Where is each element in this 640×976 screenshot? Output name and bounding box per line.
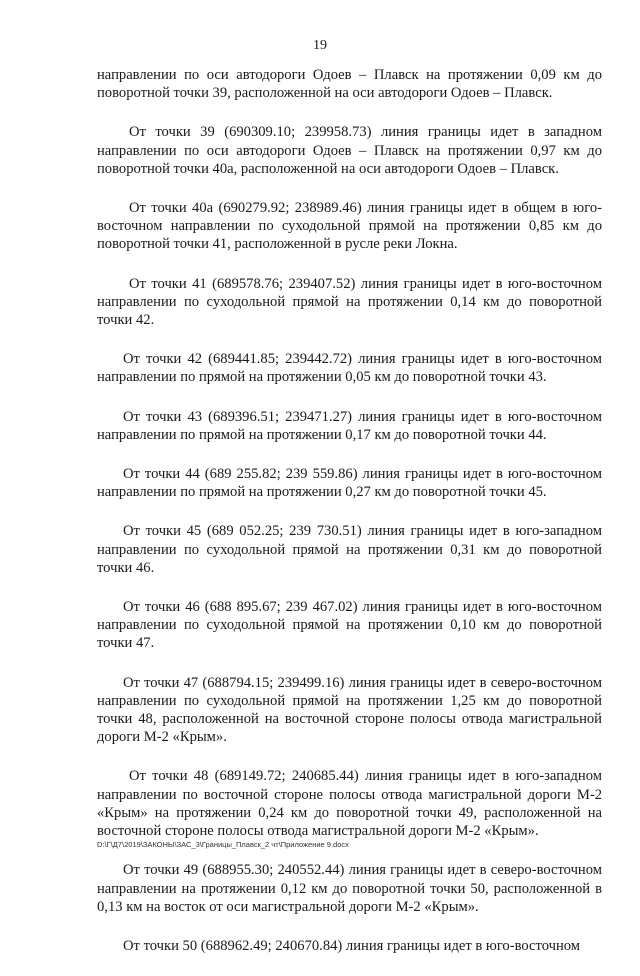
paragraph-point-40a: От точки 40а (690279.92; 238989.46) линия границы идет в общем в юго-восточном направлении по суходольной прямой на протяжении 0,85 км до поворотной точки 41, расположенной в русле реки Локна. [97,200,602,253]
paragraph-point-50: От точки 50 (688962.49; 240670.84) линия границы идет в юго-восточном [123,937,581,954]
paragraph-point-46: От точки 46 (688 895.67; 239 467.02) линия границы идет в юго-восточном направлении по суходольной прямой на протяжении 0,10 км до поворотной точки 47. [97,599,602,652]
page-number: 19 [313,38,327,53]
paragraph-point-44: От точки 44 (689 255.82; 239 559.86) линия границы идет в юго-восточном направлении по прямой на протяжении 0,27 км до поворотной точки 45. [97,466,602,501]
paragraph-point-42: От точки 42 (689441.85; 239442.72) линия границы идет в юго-восточном направлении по прямой на протяжении 0,05 км до поворотной точки 43. [97,351,602,386]
paragraph-point-39: От точки 39 (690309.10; 239958.73) линия границы идет в западном направлении по оси автодороги Одоев – Плавск на протяжении 0,97 км до поворотной точки 40а, расположенной на оси автодороги Одоев – Плавск. [97,124,602,177]
paragraph-continuation: направлении по оси автодороги Одоев – Плавск на протяжении 0,09 км до поворотной точки 39, расположенной на оси автодороги Одоев – Плавск. [97,67,602,102]
paragraph-point-48: От точки 48 (689149.72; 240685.44) линия границы идет в юго-западном направлении по восточной стороне полосы отвода магистральной дороги М-2 «Крым» на протяжении 0,24 км до поворотной точки 49, расположенной на восточной стороне полосы отвода магистральной дороги М-2 «Крым». [97,768,602,840]
paragraph-point-41: От точки 41 (689578.76; 239407.52) линия границы идет в юго-восточном направлении по суходольной прямой на протяжении 0,14 км до поворотной точки 42. [97,275,602,329]
paragraph-point-43: От точки 43 (689396.51; 239471.27) линия границы идет в юго-восточном направлении по прямой на протяжении 0,17 км до поворотной точки 44. [97,408,602,443]
paragraph-point-45: От точки 45 (689 052.25; 239 730.51) линия границы идет в юго-западном направлении по суходольной прямой на протяжении 0,31 км до поворотной точки 46. [97,523,602,576]
paragraph-point-49: От точки 49 (688955.30; 240552.44) линия границы идет в северо-восточном направлении на протяжении 0,12 км до поворотной точки 50, расположенной в 0,13 км на восток от оси магистральной дороги М-2 «Крым». [97,862,602,915]
file-path-footer: D:\Г\Д7\2019\ЗАКОНЫ\ЗАС_3\Границы_Плавск_2 чт\Приложение 9.docx [97,840,349,849]
paragraph-point-47: От точки 47 (688794.15; 239499.16) линия границы идет в северо-восточном направлении по суходольной прямой на протяжении 1,25 км до поворотной точки 48, расположенной на восточной стороне полосы отвода магистральной дороги М-2 «Крым». [97,674,602,746]
